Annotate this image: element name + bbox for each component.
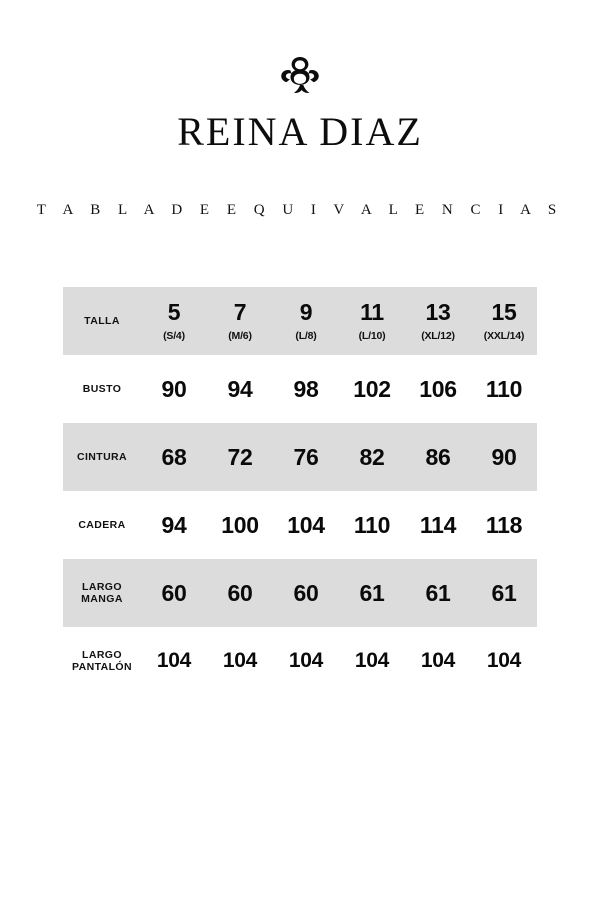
measure-value: 61: [491, 579, 517, 606]
header-cell: [405, 287, 471, 355]
row-label-line1: CADERA: [78, 518, 126, 531]
size-value: 9: [299, 299, 313, 326]
brand-name: REINA DIAZ: [177, 109, 423, 154]
page-subtitle: T A B L A D E E Q U I V A L E N C I A S: [36, 202, 564, 218]
measure-value: 82: [359, 443, 385, 470]
measure-value: 110: [353, 511, 391, 538]
measure-value: 104: [354, 648, 390, 672]
measure-value: 94: [161, 511, 187, 538]
measure-value: 110: [485, 375, 523, 402]
clover-flower-logo-icon: [272, 48, 328, 104]
measure-value: 104: [486, 648, 522, 672]
table-row: [63, 627, 537, 695]
measure-value: 61: [425, 579, 451, 606]
row-label-line2: PANTALÓN: [72, 661, 132, 673]
measure-value: 94: [227, 375, 253, 402]
row-label-line1: CINTURA: [76, 450, 128, 463]
size-subvalue: (L/10): [358, 329, 386, 342]
table-row: [63, 355, 537, 423]
table-row: [63, 559, 537, 627]
measure-value: 104: [222, 648, 258, 672]
measure-value: 104: [288, 648, 324, 672]
measure-value: 60: [227, 579, 253, 606]
table-row: [63, 491, 537, 559]
header-cell: [273, 287, 339, 355]
size-table-container: [0, 287, 600, 695]
row-label-line2: MANGA: [81, 593, 123, 605]
row-label-line1: LARGO: [82, 580, 122, 593]
size-subvalue: (XL/12): [421, 329, 455, 342]
measure-value: 76: [293, 443, 319, 470]
size-subvalue: (S/4): [163, 329, 185, 342]
measure-value: 60: [161, 579, 187, 606]
measure-value: 102: [353, 375, 391, 402]
header-cell: [471, 287, 537, 355]
measure-value: 90: [491, 443, 517, 470]
header-label: TALLA: [84, 314, 120, 327]
measure-value: 86: [425, 443, 451, 470]
measure-value: 60: [293, 579, 319, 606]
size-value: 15: [491, 299, 517, 326]
brand-header: [0, 0, 600, 154]
size-value: 5: [167, 299, 181, 326]
header-cell: [207, 287, 273, 355]
size-value: 13: [425, 299, 451, 326]
measure-value: 118: [485, 511, 523, 538]
measure-value: 98: [293, 375, 319, 402]
measure-value: 104: [156, 648, 192, 672]
measure-value: 72: [227, 443, 253, 470]
measure-value: 104: [420, 648, 456, 672]
size-value: 7: [233, 299, 247, 326]
row-label: [63, 491, 141, 559]
row-label: [63, 559, 141, 627]
table-row: [63, 423, 537, 491]
size-value: 11: [360, 299, 384, 326]
row-label-line1: LARGO: [82, 648, 122, 661]
row-label: [63, 355, 141, 423]
row-label-line1: BUSTO: [82, 382, 122, 395]
size-subvalue: (XXL/14): [483, 329, 525, 342]
measure-value: 90: [161, 375, 187, 402]
table-header-row: [63, 287, 537, 355]
equivalence-table: [63, 287, 537, 695]
header-cell: [339, 287, 405, 355]
measure-value: 104: [287, 511, 325, 538]
row-label: [63, 423, 141, 491]
measure-value: 106: [419, 375, 457, 402]
measure-value: 68: [161, 443, 187, 470]
header-cell: [141, 287, 207, 355]
row-label: [63, 627, 141, 695]
measure-value: 114: [419, 511, 457, 538]
measure-value: 100: [221, 511, 259, 538]
measure-value: 61: [359, 579, 385, 606]
size-subvalue: (L/8): [295, 329, 317, 342]
size-subvalue: (M/6): [228, 329, 252, 342]
